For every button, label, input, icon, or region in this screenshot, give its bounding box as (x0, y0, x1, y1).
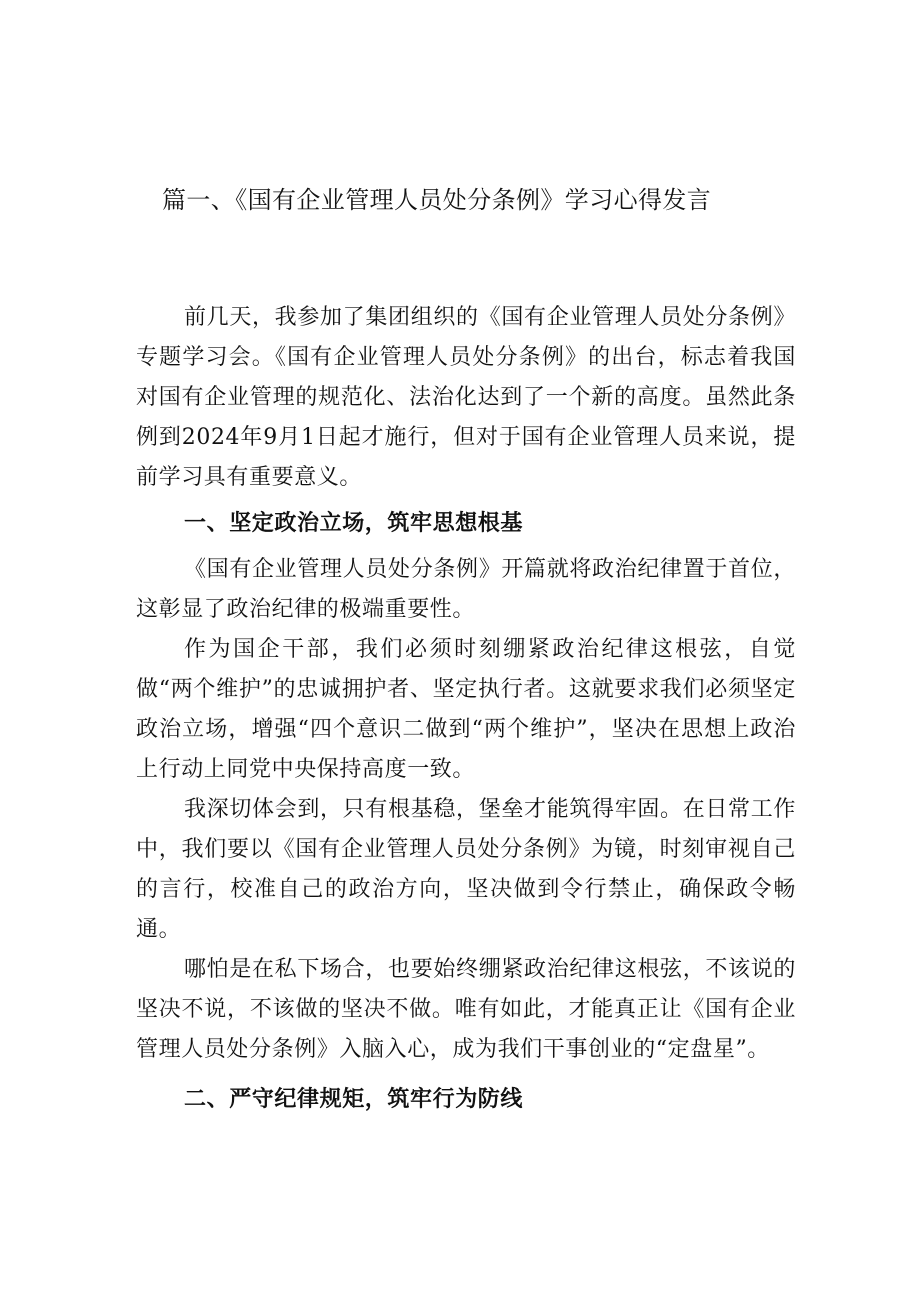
paragraph-1: 《国有企业管理人员处分条例》开篇就将政治纪律置于首位，这彰显了政治纪律的极端重要性。 (136, 557, 796, 622)
section-heading-1: 一、坚定政治立场，筑牢思想根基 (184, 511, 524, 536)
document-body (136, 180, 796, 1126)
document-title: 篇一、《国有企业管理人员处分条例》学习心得发言 (162, 186, 712, 214)
paragraph-3: 我深切体会到，只有根基稳，堡垒才能筑得牢固。在日常工作中，我们要以《国有企业管理人员处分条例》为镜，时刻审视自己的言行，校准自己的政治方向，坚决做到令行禁止，确保政令畅通。 (136, 797, 796, 942)
paragraph-4: 哪怕是在私下场合，也要始终绷紧政治纪律这根弦，不该说的坚决不说，不该做的坚决不做。唯有如此，才能真正让《国有企业管理人员处分条例》入脑入心，成为我们干事创业的“定盘星”。 (136, 957, 796, 1062)
paragraph-intro: 前几天，我参加了集团组织的《国有企业管理人员处分条例》专题学习会。《国有企业管理人员处分条例》的出台，标志着我国对国有企业管理的规范化、法治化达到了一个新的高度。虽然此条例到2024年9月1日起才施行，但对于国有企业管理人员来说，提前学习具有重要意义。 (136, 305, 796, 490)
paragraph-2: 作为国企干部，我们必须时刻绷紧政治纪律这根弦，自觉做“两个维护”的忠诚拥护者、坚定执行者。这就要求我们必须坚定政治立场，增强“四个意识二做到“两个维护”，坚决在思想上政治上行动上同党中央保持高度一致。 (136, 637, 796, 782)
section-heading-2: 二、严守纪律规矩，筑牢行为防线 (184, 1087, 524, 1112)
